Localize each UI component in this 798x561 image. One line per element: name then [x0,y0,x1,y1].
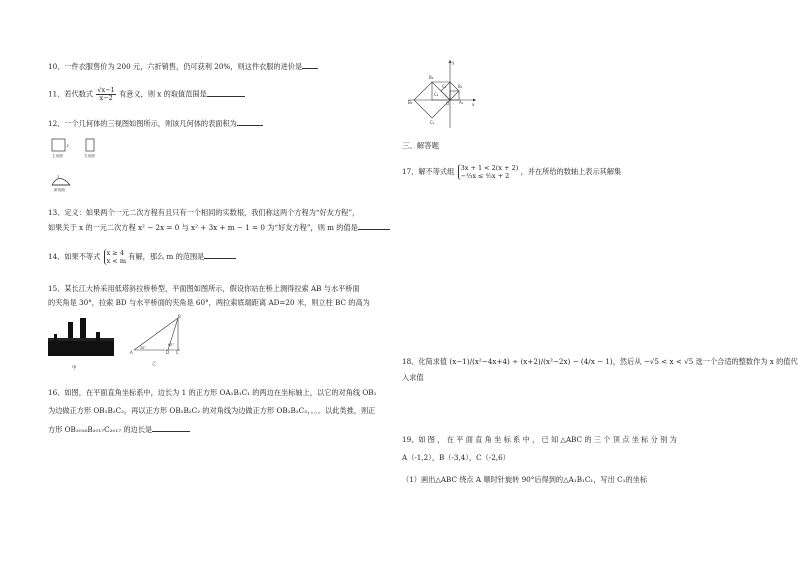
question-13-line1: 13、定义：如果两个一元二次方程有且只有一个相同的实数根，我们称这两个方程为“好友方程”， [48,208,360,217]
point-a-label: A [130,350,133,355]
question-13-line2: 如果关于 x 的一元二次方程 x² − 2x = 0 与 x² + 3x + m − 1 = 0 为“好友方程”，则 m 的值是 [48,223,358,232]
answer-blank-13[interactable] [358,222,390,230]
answer-blank-16[interactable] [152,424,190,432]
question-11-suffix: 有意义，则 x 的取值范围是 [119,89,207,99]
question-10 [48,61,318,72]
label-origin: O [446,101,450,106]
question-14-suffix: 有解，那么 m 的范围是 [128,252,205,261]
question-11 [48,87,245,102]
question-17-suffix: ，并在所给的数轴上表示其解集 [520,167,622,176]
label-b3-left: B₃ [408,100,413,105]
question-10-text: 10、一件衣服售价为 200 元，六折销售，仍可获利 20%，则这件衣服的进价是 [48,62,303,71]
point-d-label: D [166,350,170,355]
question-11-fraction [96,87,115,102]
answer-blank-11[interactable] [207,89,245,97]
label-c3: C₃ [430,120,435,125]
figure-label-yi: 乙 [152,362,157,367]
square-spiral-figure [402,58,480,130]
section-title: 三、解答题 [402,141,439,150]
question-19-line2: A（-1,2），B（-3,4），C（-2,6） [402,453,510,462]
bridge-photo [48,316,114,371]
question-16 [48,388,376,435]
label-a1: A₁ [459,100,464,105]
question-11-numerator: √x−1 [97,86,115,94]
label-c1: C₁ [442,84,447,89]
label-y-axis: y [452,60,455,65]
question-17 [402,164,621,180]
point-c-label: C [176,350,179,355]
answer-blank-12[interactable] [237,118,263,126]
answer-blank-10[interactable] [302,61,318,69]
question-19 [402,435,677,485]
question-18-mid: ，然后从 −√5 < x < √5 选一个合适的整数作为 x 的值代 [612,357,798,366]
question-15 [48,284,370,308]
bridge-triangle-diagram [128,314,188,366]
question-11-prefix: 11、若代数式 [48,89,94,99]
question-17-inequality-2: −⅓x ≤ ⁵⁄₃x + 2 [460,172,510,180]
top-view-label: 俯视图 [54,188,65,192]
label-x-axis: x [472,102,475,107]
question-12-text: 12、一个几何体的三视图如图所示，则该几何体的表面积为 [48,119,237,128]
label-b2: B₂ [429,75,434,80]
question-14-system [104,249,126,265]
question-11-denominator: x−2 [99,94,113,102]
point-b-label: B [178,314,181,319]
dim-label-front: 2 [66,143,69,148]
question-17-system [458,164,519,180]
question-14-condition-2: x < m [106,257,126,265]
question-16-line2: 为边做正方形 OB₁B₂C₂，再以正方形 OB₁B₂C₂ 的对角线为边做正方形 OB₂B₃C₃，。。。以此类推，则正 [48,406,376,415]
question-16-line3: 方形 OB₂₀₁₆B₂₀₁₇C₂₀₁₇ 的边长是 [48,425,153,434]
dim-label-top: 2 [57,174,60,179]
angle-30-label: 30° [140,346,147,350]
question-15-line2: 的夹角是 30°，拉索 BD 与水平桥面的夹角是 60°，两拉索底端距离 AD=20 米，则立柱 BC 的高为 [48,298,370,307]
label-c2: C₂ [434,92,439,97]
side-view-label: 左视图 [84,154,95,158]
question-18-prefix: 18、化简求值 [402,357,448,366]
label-b1: B₁ [458,84,463,89]
question-18 [402,356,798,384]
three-views-figure [48,137,108,197]
question-19-line1: 19、如 图 ， 在 平 面 直 角 坐 标 系 中 ， 已 知 △ABC 的 三 个 顶 点 坐 标 分 别 为 [402,435,677,444]
question-14-condition-1: x ≥ 4 [106,249,124,257]
question-19-line3: （1）画出△ABC 绕点 A 顺时针旋转 90°后得到的△A₁B₁C₁，写出 C₁的坐标 [402,475,648,484]
question-17-inequality-1: 3x + 1 < 2(x + 2) [460,164,519,172]
question-15-line1: 15、某长江大桥采用低塔斜拉桥桥型，平面图如图所示，假设你站在桥上测得拉索 AB 与水平桥面 [48,284,360,293]
figure-label-jia: 甲 [72,366,77,371]
front-view-label: 主视图 [52,154,63,158]
answer-blank-14[interactable] [204,251,236,259]
question-16-line1: 16、如图，在平面直角坐标系中，边长为 1 的正方形 OA₁B₁C₁ 的两边在坐标轴上，以它的对角线 OB₁ [48,388,377,397]
question-12 [48,118,263,129]
question-17-prefix: 17、解不等式组 [402,167,455,176]
question-18-line2: 入求值 [402,373,424,382]
question-18-expression: (x−1)/(x²−4x+4) ÷ (x+2)/(x²−2x) − (4/x − 1) [449,357,613,366]
angle-60-label: 60° [168,343,175,347]
question-13 [48,208,390,233]
question-14-prefix: 14、如果不等式 [48,252,101,261]
question-14 [48,249,236,265]
